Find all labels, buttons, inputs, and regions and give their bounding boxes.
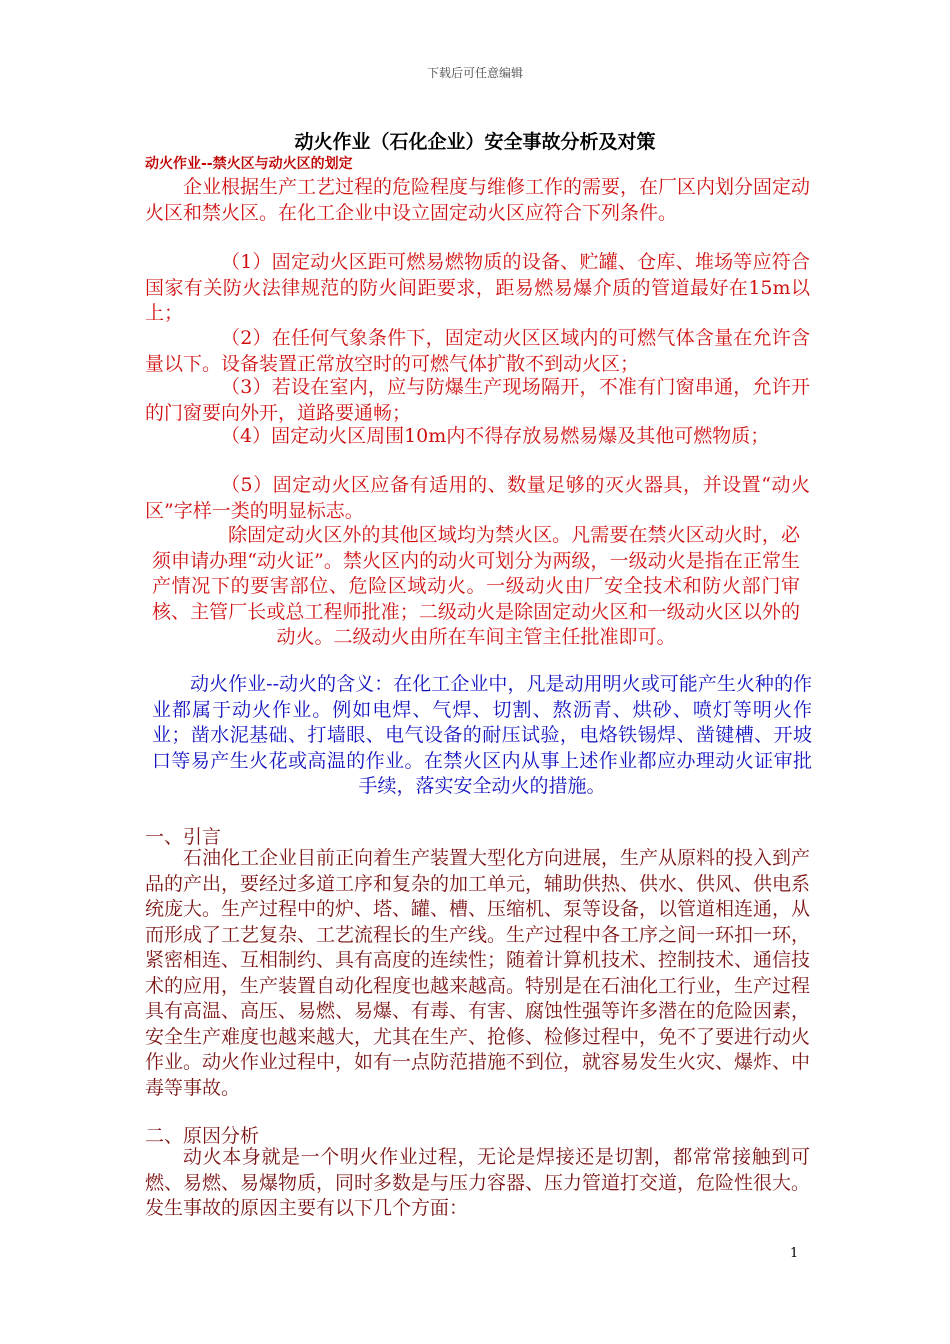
section-heading-introduction: 一、引言: [145, 826, 222, 848]
introduction-paragraph: 石油化工企业目前正向着生产装置大型化方向进展，生产从原料的投入到产品的产出，要经过多道工序和复杂的加工单元，辅助供热、供水、供风、供电系统庞大。生产过程中的炉、塔、罐、槽、压缩机、泵等设备，以管道相连通，从而形成了工艺复杂、工艺流程长的生产线。生产过程中各工序之间一环扣一环，紧密相连、互相制约、具有高度的连续性；随着计算机技术、控制技术、通信技术的应用，生产装置自动化程度也越来越高。特别是在石油化工行业，生产过程具有高温、高压、易燃、易爆、有毒、有害、腐蚀性强等许多潜在的危险因素，安全生产难度也越来越大，尤其在生产、抢修、检修过程中，免不了要进行动火作业。动火作业过程中，如有一点防范措施不到位，就容易发生火灾、爆炸、中毒等事故。: [145, 847, 811, 1099]
page-title: 动火作业（石化企业）安全事故分析及对策: [294, 131, 656, 153]
red-intro-paragraph: 企业根据生产工艺过程的危险程度与维修工作的需要，在厂区内划分固定动火区和禁火区。在化工企业中设立固定动火区应符合下列条件。: [145, 176, 811, 224]
page-number: 1: [790, 1246, 799, 1261]
condition-item-1: （1）固定动火区距可燃易燃物质的设备、贮罐、仓库、堆场等应符合国家有关防火法律规范的防火间距要求，距易燃易爆介质的管道最好在15m以上；: [145, 251, 810, 324]
hot-work-definition-paragraph: 动火作业--动火的含义：在化工企业中，凡是动用明火或可能产生火种的作业都属于动火作业。例如电焊、气焊、切割、熬沥青、烘砂、喷灯等明火作业；凿水泥基础、打墙眼、电气设备的耐压试验，电烙铁锡焊、凿键槽、开坡口等易产生火花或高温的作业。在禁火区内从事上述作业都应办理动火证审批手续，落实安全动火的措施。: [152, 673, 812, 797]
header-note: 下载后可任意编辑: [426, 66, 523, 80]
condition-item-3: （3）若设在室内，应与防爆生产现场隔开，不准有门窗串通，允许开的门窗要向外开，道路要通畅；: [145, 376, 810, 424]
condition-item-2: （2）在任何气象条件下，固定动火区区域内的可燃气体含量在允许含量以下。设备装置正常放空时的可燃气体扩散不到动火区；: [145, 327, 810, 375]
section-heading-cause-analysis: 二、原因分析: [145, 1125, 260, 1147]
section-subheading: 动火作业--禁火区与动火区的划定: [145, 156, 353, 172]
forbidden-zone-paragraph: 除固定动火区外的其他区域均为禁火区。凡需要在禁火区动火时，必须申请办理“动火证”。禁火区内的动火可划分为两级，一级动火是指在正常生产情况下的要害部位、危险区域动火。一级动火由厂安全技术和防火部门审核、主管厂长或总工程师批准；二级动火是除固定动火区和一级动火区以外的动火。二级动火由所在车间主管主任批准即可。: [152, 524, 800, 648]
cause-analysis-paragraph: 动火本身就是一个明火作业过程，无论是焊接还是切割，都常常接触到可燃、易燃、易爆物质，同时多数是与压力容器、压力管道打交道，危险性很大。发生事故的原因主要有以下几个方面：: [145, 1146, 811, 1219]
condition-item-5: （5）固定动火区应备有适用的、数量足够的灭火器具，并设置“动火区”字样一类的明显标志。: [145, 474, 810, 522]
condition-item-4: （4）固定动火区周围10m内不得存放易燃易爆及其他可燃物质；: [221, 425, 770, 447]
